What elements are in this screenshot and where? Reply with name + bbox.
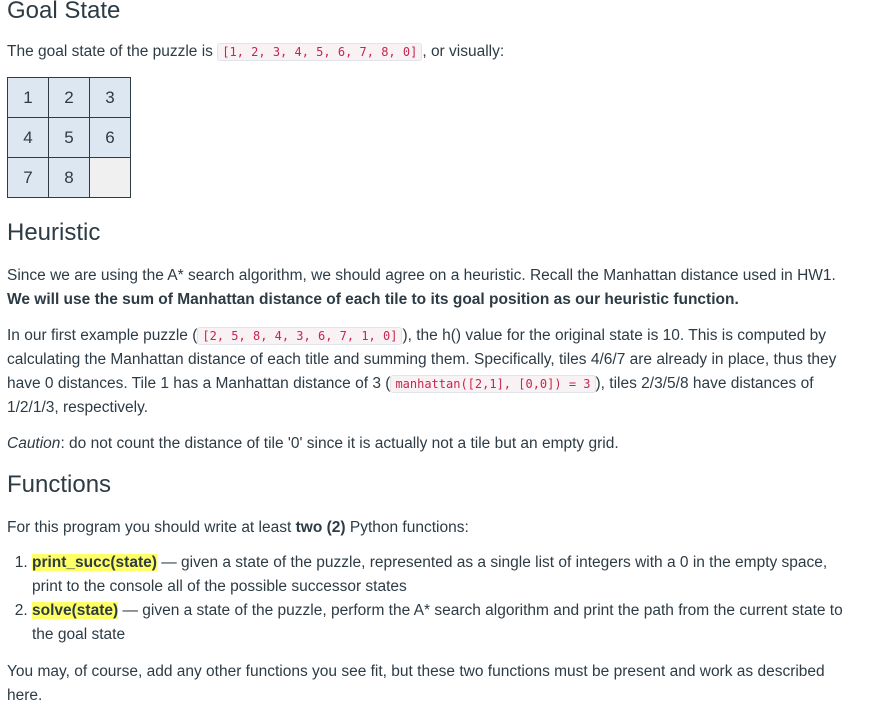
heuristic-paragraph-2 <box>7 324 837 420</box>
goal-grid <box>7 77 131 198</box>
heuristic-p2-a: In our first example puzzle ( <box>7 327 198 344</box>
caution-label: Caution <box>7 435 61 452</box>
function-desc: — given a state of the puzzle, perform the A* search algorithm and print the path from the current state to the goal state <box>32 602 843 643</box>
grid-cell: 2 <box>49 78 90 118</box>
goal-state-heading: Goal State <box>7 0 121 24</box>
grid-cell: 6 <box>90 118 131 158</box>
grid-cell: 7 <box>8 158 49 198</box>
heuristic-paragraph-1 <box>7 264 837 312</box>
list-item <box>32 599 852 647</box>
grid-cell: 3 <box>90 78 131 118</box>
grid-cell-empty <box>90 158 131 198</box>
heuristic-p2-b: ), the h() value for the original state is 10. This is computed by calculating the Manhattan distance of each title and summing them. Specifically, tiles 4/6/7 are already in place, thus they have 0 distances. Tile 1 has a Manhattan distance of 3 ( <box>7 327 837 392</box>
grid-cell: 8 <box>49 158 90 198</box>
grid-cell: 1 <box>8 78 49 118</box>
functions-list <box>7 551 852 647</box>
manhattan-code: manhattan([2,1], [0,0]) = 3 <box>390 375 595 393</box>
heuristic-p1-bold: We will use the sum of Manhattan distance of each tile to its goal position as our heuristic function. <box>7 291 739 308</box>
functions-intro-a: For this program you should write at least <box>7 519 296 536</box>
caution-text: : do not count the distance of tile '0' since it is actually not a tile but an empty grid. <box>60 435 619 452</box>
heuristic-heading: Heuristic <box>7 219 101 246</box>
list-item <box>32 551 852 599</box>
functions-heading: Functions <box>7 471 112 498</box>
function-desc: — given a state of the puzzle, represented as a single list of integers with a 0 in the empty space, print to the console all of the possible successor states <box>32 554 828 595</box>
heuristic-p2-c: ), tiles 2/3/5/8 have distances of 1/2/1/3, respectively. <box>7 375 814 416</box>
goal-intro <box>7 40 837 64</box>
function-name-solve: solve(state) <box>32 602 119 619</box>
grid-cell: 4 <box>8 118 49 158</box>
goal-state-code: [1, 2, 3, 4, 5, 6, 7, 8, 0] <box>217 43 422 61</box>
goal-intro-suffix: , or visually: <box>422 43 505 60</box>
heuristic-p1-text: Since we are using the A* search algorithm, we should agree on a heuristic. Recall the Manhattan distance used in HW1. <box>7 267 836 284</box>
functions-intro <box>7 516 837 540</box>
caution-paragraph <box>7 432 837 456</box>
goal-intro-text: The goal state of the puzzle is <box>7 43 213 60</box>
closing-paragraph: You may, of course, add any other functions you see fit, but these two functions must be present and work as described here. <box>7 663 825 704</box>
functions-intro-b: Python functions: <box>345 519 469 536</box>
example-puzzle-code: [2, 5, 8, 4, 3, 6, 7, 1, 0] <box>197 327 402 345</box>
functions-intro-bold: two (2) <box>295 519 346 536</box>
function-name-print-succ: print_succ(state) <box>32 554 157 571</box>
grid-cell: 5 <box>49 118 90 158</box>
